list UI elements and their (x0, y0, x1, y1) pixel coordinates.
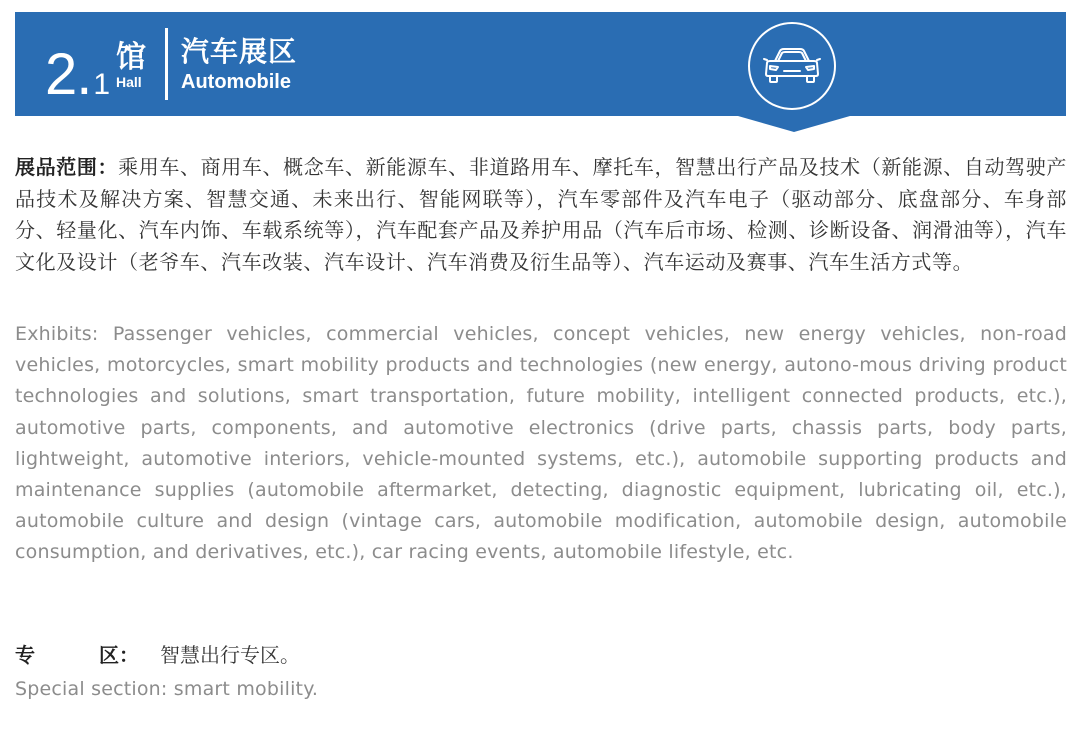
special-section-en: Special section: smart mobility. (15, 678, 319, 700)
zone-title (181, 36, 297, 94)
scope-en-paragraph: Exhibits: Passenger vehicles, commercial vehicles, concept vehicles, new energy vehicles, non-road vehicles, motorcycles, smart mobility products and technologies (new energy, autono-mous driving product technologies and solutions, smart transportation, future mobility, intelligent connected products, etc.), automotive parts, components, and automotive electronics (drive parts, chassis parts, body parts, lightweight, automotive interiors, vehicle-mounted systems, etc.), automobile supporting products and maintenance supplies (automobile aftermarket, detecting, diagnostic equipment, lubricating oil, etc.), automobile culture and design (vintage cars, automobile modification, automobile design, automobile consumption, and derivatives, etc.), car racing events, automobile lifestyle, etc. (15, 323, 1067, 564)
zone-title-cn: 汽车展区 (181, 35, 298, 68)
zone-title-en: Automobile (181, 71, 291, 93)
hall-number-minor: 1 (93, 68, 111, 101)
scope-label: 展品范围： (15, 155, 119, 179)
scope-cn-paragraph (15, 152, 1067, 278)
special-section-cn (15, 640, 300, 670)
hall-banner (15, 12, 1066, 116)
hall-number-major: 2. (45, 42, 92, 107)
hall-label (116, 42, 146, 90)
special-section-label: 专 区： (15, 643, 139, 667)
scope-text-cn: 乘用车、商用车、概念车、新能源车、非道路用车、摩托车，智慧出行产品及技术（新能源、自动驾驶产品技术及解决方案、智慧交通、未来出行、智能网联等），汽车零部件及汽车电子（驱动部分、底盘部分、车身部分、轻量化、汽车内饰、车载系统等），汽车配套产品及养护用品（汽车后市场、检测、诊断设备、润滑油等），汽车文化及设计（老爷车、汽车改装、汽车设计、汽车消费及衍生品等）、汽车运动及赛事、汽车生活方式等。 (15, 155, 1067, 274)
special-section-text-cn: 智慧出行专区。 (160, 643, 300, 667)
car-icon (748, 22, 836, 110)
banner-pointer (738, 116, 850, 132)
hall-label-en: Hall (116, 74, 142, 90)
hall-label-cn: 馆 (116, 40, 146, 75)
header-divider (165, 28, 168, 100)
hall-number (45, 38, 111, 107)
